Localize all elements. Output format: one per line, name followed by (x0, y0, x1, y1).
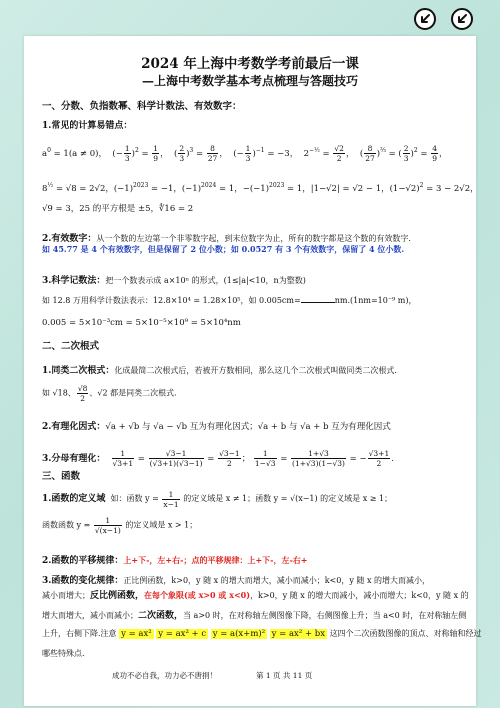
answer-blank (301, 294, 335, 303)
paragraph-head: 2.函数的平移规律： (42, 556, 124, 566)
paragraph-head: 2.有效数字： (42, 234, 97, 244)
paragraph-line (42, 588, 469, 601)
paragraph-text: √a + √b 与 √a − √b 互为有理化因式；√a + b 与 √a + b 互为有理化因式 (105, 422, 391, 432)
section-heading: 三、函数 (42, 471, 81, 482)
paragraph-line: 哪些特殊点. (42, 649, 85, 658)
document-page (24, 36, 482, 706)
paragraph-text: 如：函数 y = $\frac{1}{x-1}$ 的定义域是 x ≠ 1；函数 y = √(x−1) 的定义域是 x ≥ 1； (110, 489, 393, 509)
subsection-heading: 1.常见的计算易错点： (42, 121, 133, 131)
paragraph (42, 358, 397, 377)
paragraph-head: 1.同类二次根式： (42, 366, 115, 376)
arrow-down-left-icon (456, 13, 468, 25)
paragraph-line (42, 628, 482, 639)
paragraph-head: 1.函数的定义域 (42, 494, 106, 504)
paragraph (42, 226, 411, 245)
formula-row: √9 = 3，25 的平方根是 ±5，∜16 = 2 (42, 204, 194, 214)
formula-row: $a^0 = 1(a \ne 0)$， (− $\frac{1}{3}$ )$^2$ = $\frac{1}{9}$ ， ( $\frac{2}{3}$ )$^3$ = $\frac{8}{27}$ ， (− $\frac{1}{3}$ )$^{-1}$ = −3， $2^{-\frac{1}{2}}$ = $\frac{√2}{2}$ ， ( $\frac{8}{27}$ )$^{\frac{2}{3}}$ = ( $\frac{2}{3}$ )$^2$ = $\frac{4}{9}$ ， (42, 144, 448, 163)
paragraph-head: 3.函数的变化规律： (42, 576, 124, 586)
rule-text: 上+下-，左+右-；点的平移规律：上+下-，左-右+ (123, 555, 308, 565)
paragraph-line (42, 608, 466, 621)
example-line (42, 294, 417, 306)
paragraph-text: 从一个数的左边第一个非零数字起，到末位数字为止，所有的数字都是这个数的有效数字. (96, 234, 411, 243)
line-text: ，k>0，y 随 x 的增大而减小，减小而增大；k<0，y 随 x 的 (250, 591, 469, 600)
line-emph: 二次函数， (138, 611, 184, 621)
line-red: 在每个象限(或 x>0 或 x<0) (144, 590, 251, 600)
line-text: 当 a>0 时，在对称轴左侧图像下降，右侧图像上升；当 a<0 时，在对称轴左侧 (183, 611, 467, 620)
paragraph (42, 486, 392, 509)
formula-row: 0.005 = 5×10⁻³cm = 5×10⁻⁵×10⁹ = 5×10⁴nm (42, 318, 241, 328)
paragraph (42, 414, 391, 433)
paragraph-head: 2.有理化因式： (42, 422, 106, 432)
arrow-down-left-icon (419, 13, 431, 25)
paragraph (42, 548, 308, 567)
example-line: 函数函数 y = $\frac{1}{√(x-1)}$ 的定义域是 x > 1； (42, 516, 198, 535)
formula-row: $8^{\frac{1}{2}} = √8 = 2√2$，$(-1)^{2023} = -1$，$(-1)^{2024} = 1$，$-(-1)^{2023} = 1$，|1−√2| = √2 − 1，$(1-√2)^2 = 3 - 2√2$， (42, 182, 479, 194)
highlight-formula: y = ax² (121, 629, 152, 639)
highlight-example: 如 45.77 是 4 个有效数字，但是保留了 2 位小数；如 0.0527 有 3 个有效数字，保留了 4 位小数. (42, 244, 405, 254)
page-subtitle: —上海中考数学基本考点梳理与答题技巧 (141, 74, 358, 88)
back-button[interactable] (414, 8, 436, 30)
paragraph (42, 568, 430, 587)
forward-button[interactable] (451, 8, 473, 30)
section-heading: 二、二次根式 (42, 341, 100, 352)
line-text: 上升，右侧下降.注意 (42, 629, 117, 638)
paragraph-text: 化成最简二次根式后，若被开方数相同，那么这几个二次根式叫做同类二次根式. (114, 366, 397, 375)
formula: $\frac{1}{√3+1}$ = $\frac{√3-1}{(√3+1)(√3-1)}$ = $\frac{√3-1}{2}$ ； $\frac{1}{1-√3}$ = $\frac{1+√3}{(1+√3)(1-√3)}$ = − $\frac{√3+1}{2}$ . (112, 449, 394, 468)
section-heading: 一、分数、负指数幂、科学计数法、有效数字： (42, 101, 242, 112)
footer-motto: 成功不必自我，功力必不唐捐！ (112, 671, 217, 680)
highlight-formula: y = ax² + bx (271, 629, 326, 639)
highlight-formula: y = a(x+m)² (212, 629, 266, 639)
example-line: 如 √18、 $\frac{√8}{2}$ 、√2 都是同类二次根式. (42, 384, 177, 403)
example-text: nm.(1nm=10⁻⁹ m)， (334, 296, 417, 305)
paragraph-text: 把一个数表示成 a×10ⁿ 的形式，(1≤|a|<10，n为整数) (105, 276, 306, 285)
line-text: 增大而增大，减小而减小； (42, 611, 138, 620)
line-text: 减小而增大； (42, 591, 90, 600)
paragraph-text: 正比例函数，k>0，y 随 x 的增大而增大，减小而减小；k<0，y 随 x 的增大而减小， (123, 576, 431, 585)
paragraph (42, 446, 394, 468)
page-title: 2024 年上海中考数学考前最后一课 (141, 56, 359, 72)
paragraph (42, 268, 306, 287)
example-text: 如 12.8 万用科学计数法表示：12.8×10⁴ = 1.28×10⁵，如 0.005cm= (42, 296, 301, 305)
page-number: 第 1 页 共 11 页 (256, 671, 313, 680)
line-emph: 反比例函数， (90, 591, 145, 601)
highlight-formula: y = ax² + c (158, 629, 207, 639)
paragraph-head: 3.分母有理化： (42, 454, 106, 464)
line-text: 这四个二次函数图像的顶点、对称轴和经过 (329, 629, 482, 638)
paragraph-head: 3.科学记数法： (42, 276, 106, 286)
